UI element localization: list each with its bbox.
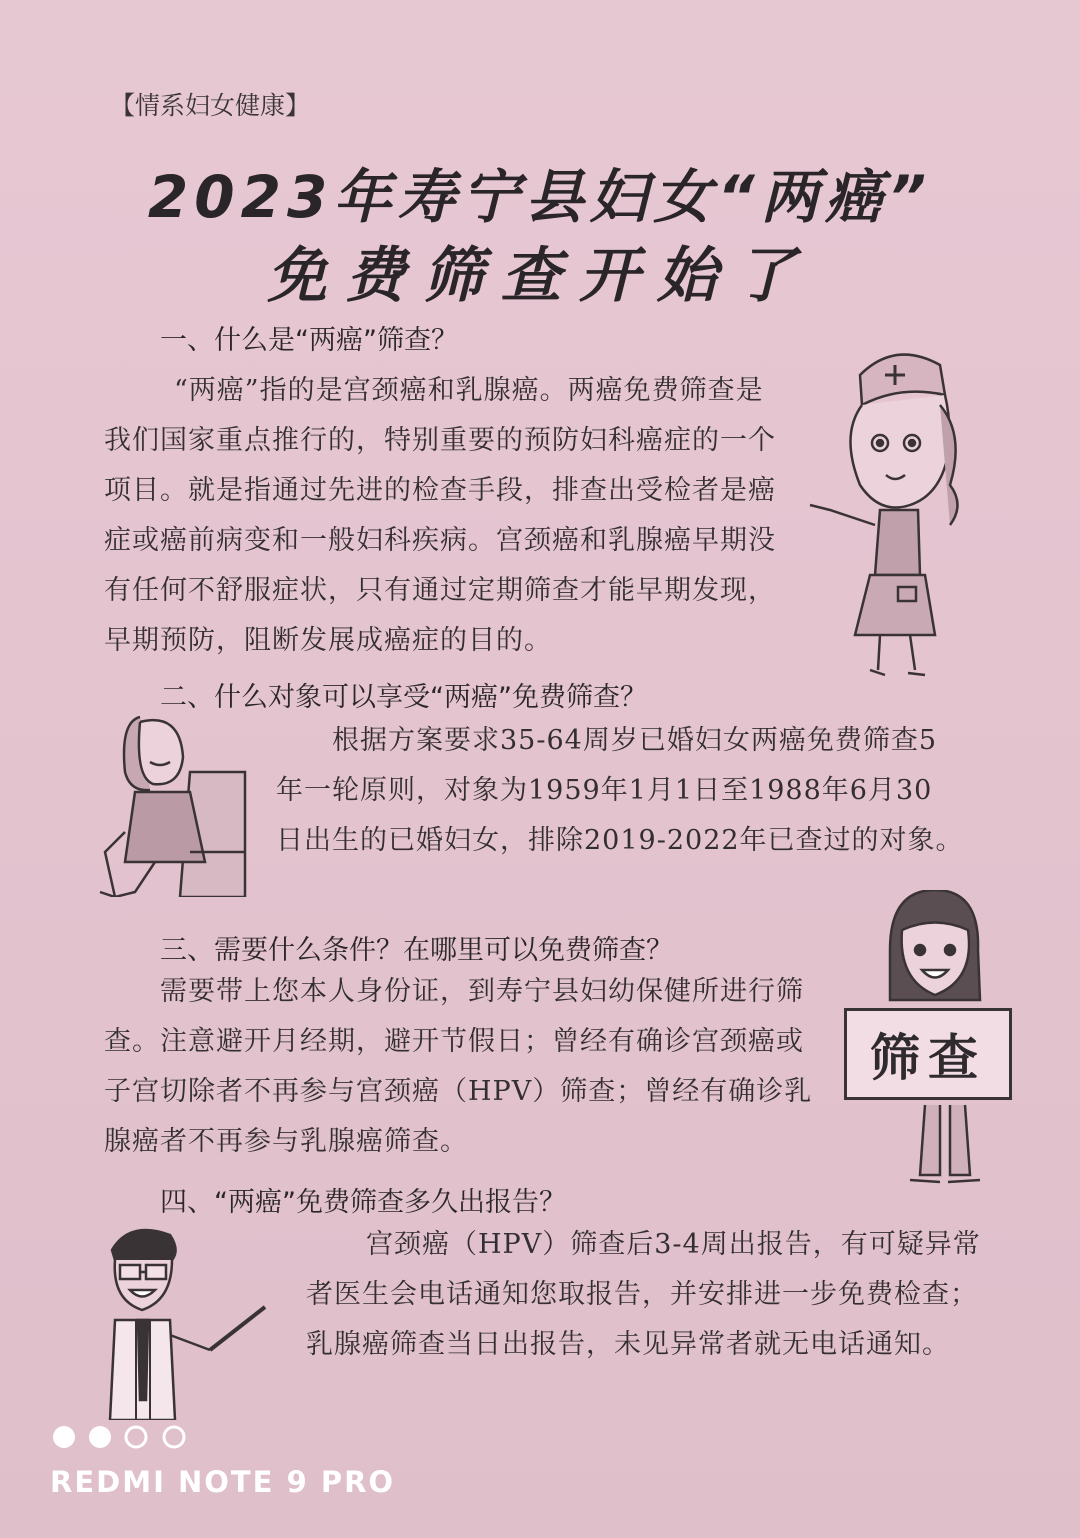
column-tag: 【情系妇女健康】 [110, 91, 311, 120]
section-3-heading: 三、需要什么条件？在哪里可以免费筛查？ [160, 935, 673, 966]
section-1-line: “两癌”指的是宫颈癌和乳腺癌。两癌免费筛查是 [174, 375, 764, 406]
title-line-2: 免费筛查开始了 [267, 241, 813, 311]
girl-with-sign-illustration [840, 890, 1020, 1190]
section-4-line: 乳腺癌筛查当日出报告，未见异常者就无电话通知。 [306, 1329, 950, 1360]
section-3-line: 腺癌者不再参与乳腺癌筛查。 [104, 1126, 468, 1157]
doctor-with-pointer-illustration [100, 1225, 275, 1420]
section-2-line: 日出生的已婚妇女，排除2019-2022年已查过的对象。 [276, 825, 964, 856]
camera-dots-logo [50, 1422, 195, 1452]
section-4-heading: 四、“两癌”免费筛查多久出报告？ [160, 1187, 566, 1218]
title-line-1: 2023年寿宁县妇女“两癌” [147, 163, 933, 231]
section-3-line: 子宫切除者不再参与宫颈癌（HPV）筛查；曾经有确诊乳 [104, 1076, 813, 1107]
seated-woman-illustration [95, 712, 255, 897]
section-3-body [104, 967, 812, 1167]
section-1-line: 症或癌前病变和一般妇科疾病。宫颈癌和乳腺癌早期没 [104, 525, 776, 556]
section-4-line: 宫颈癌（HPV）筛查后3-4周出报告，有可疑异常 [366, 1229, 981, 1260]
section-1-line: 有任何不舒服症状，只有通过定期筛查才能早期发现， [104, 575, 776, 606]
nurse-illustration [800, 335, 970, 680]
section-2-heading: 二、什么对象可以享受“两癌”免费筛查？ [160, 682, 647, 713]
section-2-body [276, 716, 964, 866]
section-4-body [306, 1220, 981, 1370]
section-3-line: 需要带上您本人身份证，到寿宁县妇幼保健所进行筛 [160, 976, 804, 1007]
section-4-line: 者医生会电话通知您取报告，并安排进一步免费检查； [306, 1279, 978, 1310]
sign-text: 筛查 [870, 1029, 986, 1087]
section-2-line: 根据方案要求35-64周岁已婚妇女两癌免费筛查5 [332, 725, 938, 756]
camera-watermark: REDMI NOTE 9 PRO [50, 1465, 396, 1499]
screening-sign [844, 1008, 1012, 1100]
section-1-body [104, 366, 776, 666]
section-1-line: 早期预防，阻断发展成癌症的目的。 [104, 625, 552, 656]
section-2-line: 年一轮原则，对象为1959年1月1日至1988年6月30 [276, 775, 933, 806]
section-3-line: 查。注意避开月经期，避开节假日；曾经有确诊宫颈癌或 [104, 1026, 804, 1057]
section-1-line: 项目。就是指通过先进的检查手段，排查出受检者是癌 [104, 475, 776, 506]
section-1-heading: 一、什么是“两癌”筛查？ [160, 325, 458, 356]
section-1-line: 我们国家重点推行的，特别重要的预防妇科癌症的一个 [104, 425, 776, 456]
